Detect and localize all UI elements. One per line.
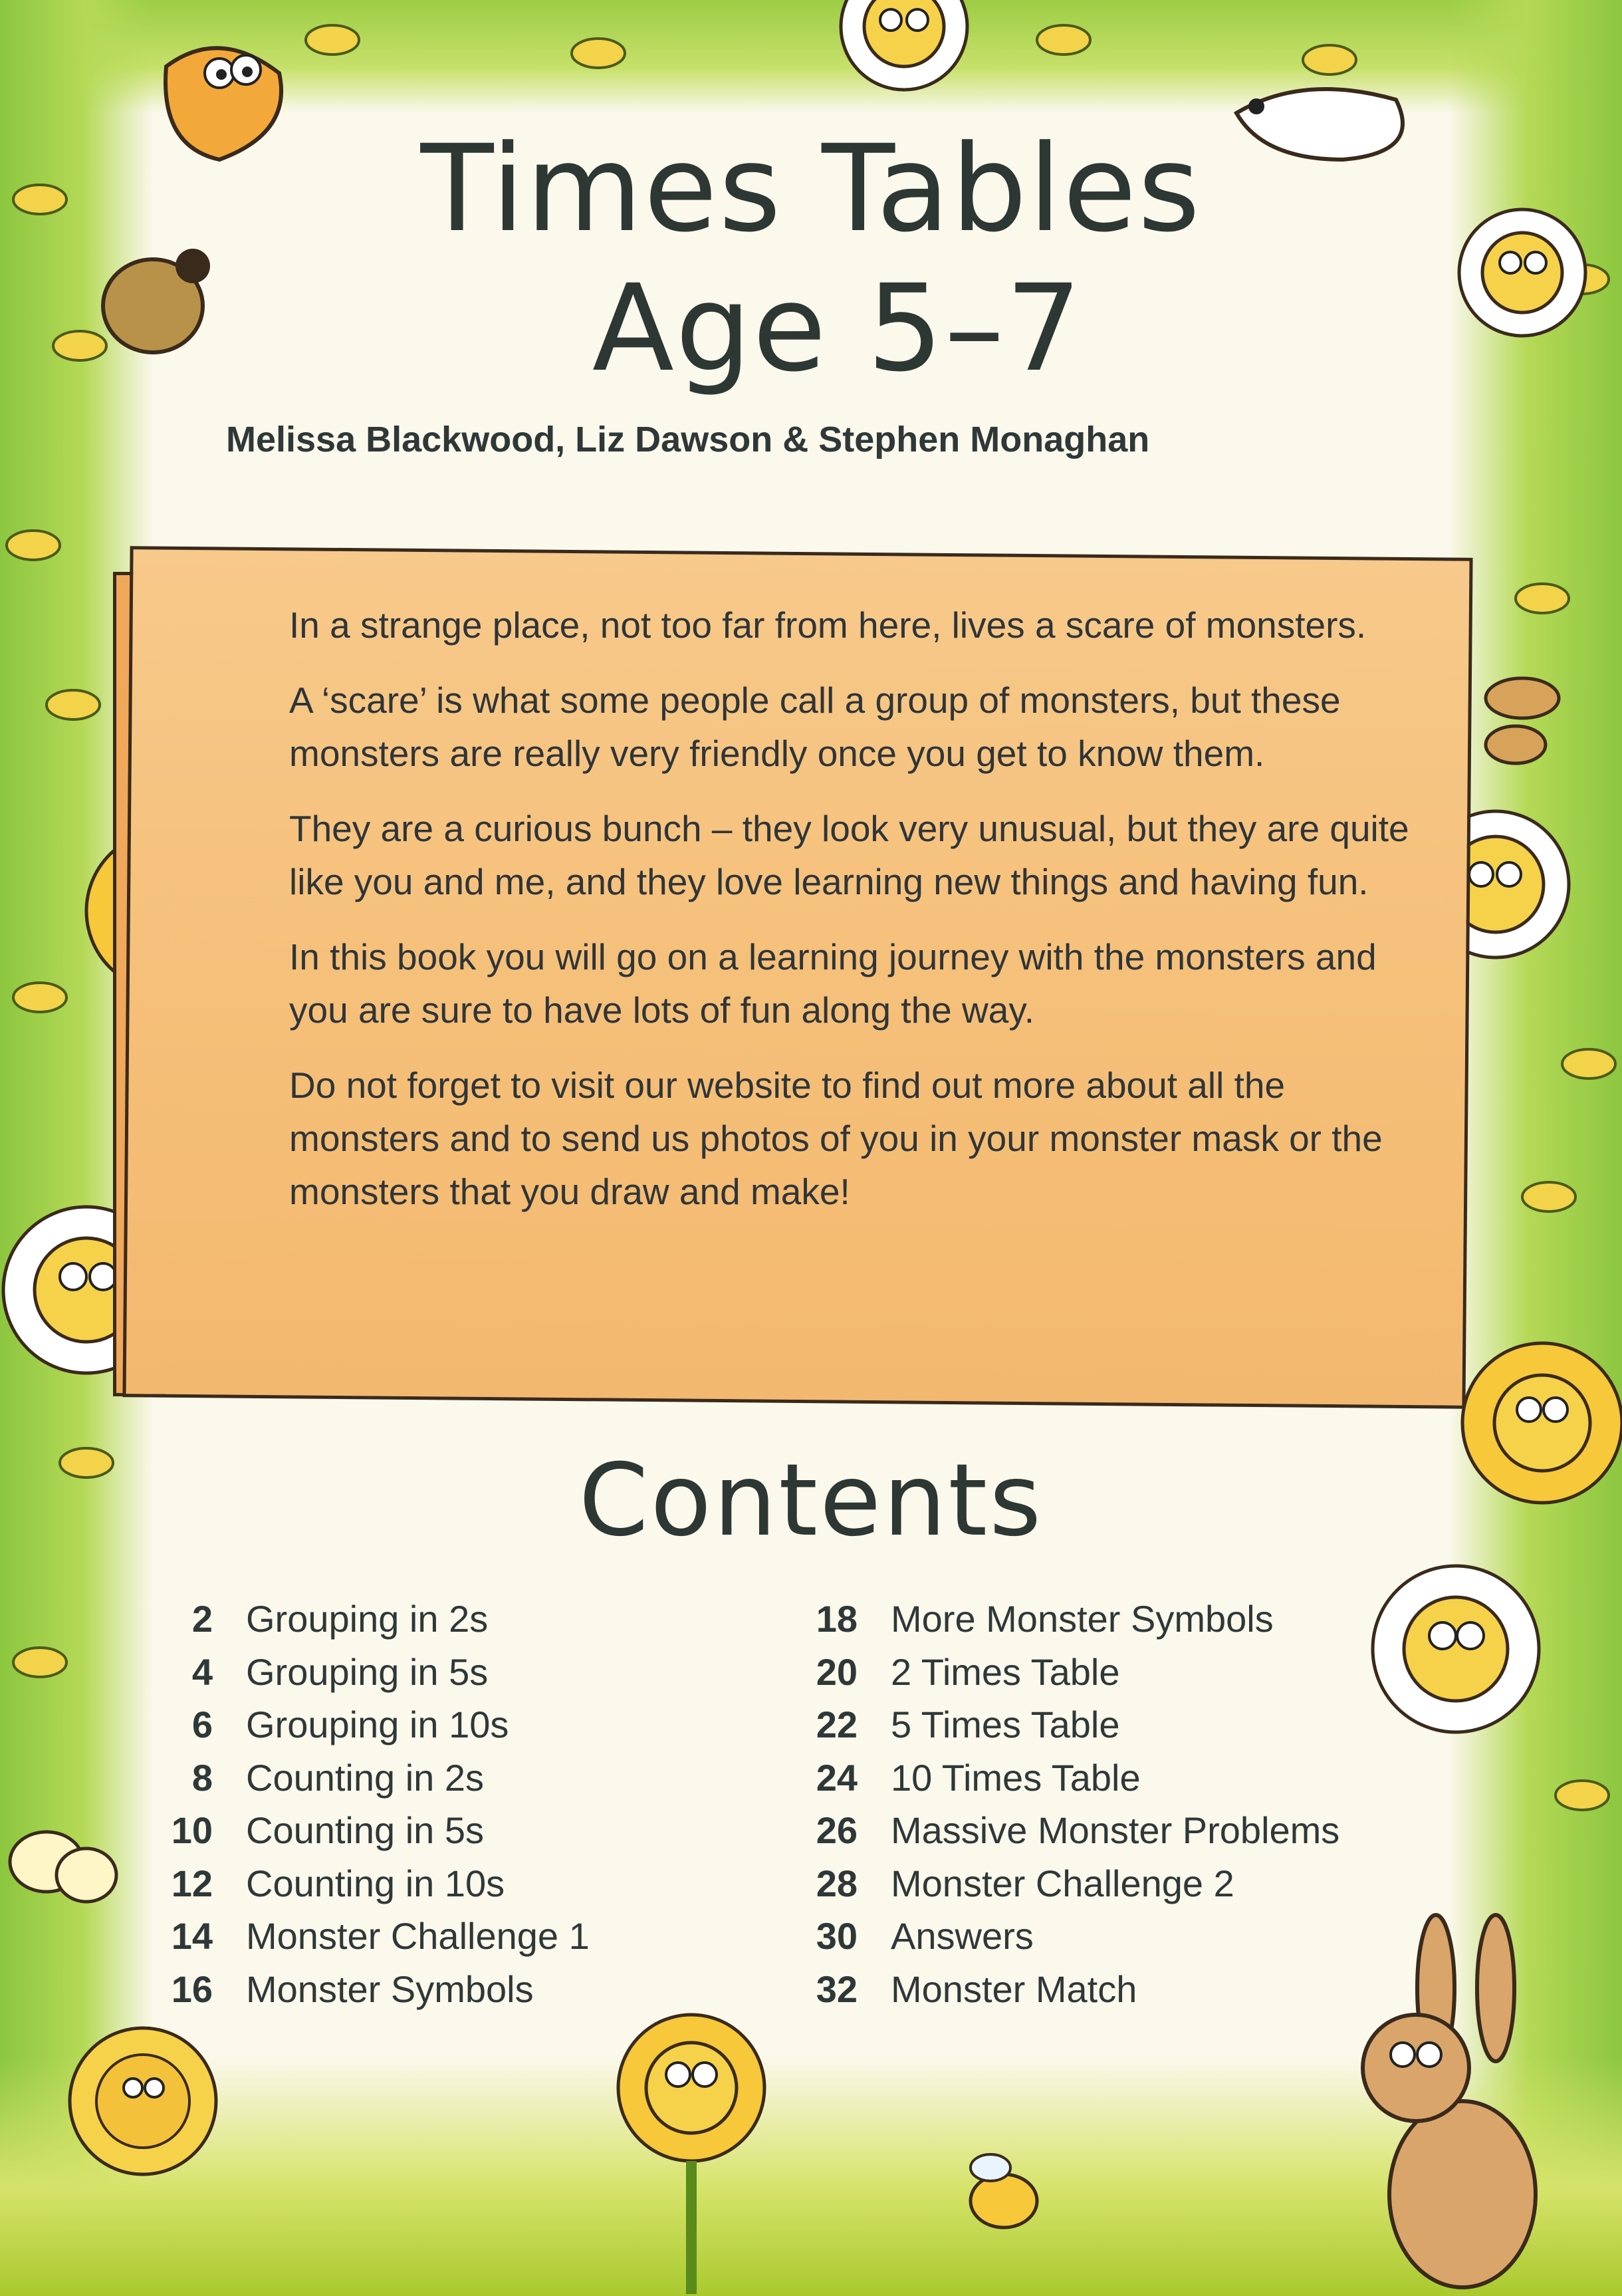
contents-label: Counting in 10s xyxy=(246,1862,505,1904)
book-age-range: Age 5–7 xyxy=(592,259,1084,398)
contents-list-left xyxy=(140,1593,590,2015)
contents-item xyxy=(784,1593,1339,1646)
contents-label: 2 Times Table xyxy=(891,1650,1120,1693)
contents-item xyxy=(140,1751,590,1805)
intro-paragraph: In a strange place, not too far from here, lives a scare of monsters. xyxy=(289,604,1367,646)
page-number: 10 xyxy=(171,1809,213,1852)
page-number: 8 xyxy=(191,1756,213,1799)
contents-label: Monster Symbols xyxy=(246,1968,534,2010)
contents-item xyxy=(784,1646,1339,1699)
contents-item xyxy=(784,1751,1339,1805)
rose-monster-icon xyxy=(70,2028,216,2174)
page-number: 4 xyxy=(191,1650,213,1693)
intro-paragraph: A ‘scare’ is what some people call a group of monsters, but these monsters are really very friendly once you get to know them. xyxy=(289,680,1341,774)
contents-label: Monster Match xyxy=(891,1968,1137,2010)
contents-label: Counting in 5s xyxy=(246,1809,485,1852)
contents-item xyxy=(784,1804,1339,1857)
intro-paragraph: They are a curious bunch – they look very unusual, but they are quite like you and me, and they love learning new things and having fun. xyxy=(289,808,1409,902)
contents-item xyxy=(784,1857,1339,1910)
contents-item xyxy=(784,1963,1339,2016)
contents-label: Grouping in 10s xyxy=(246,1704,509,1746)
contents-item xyxy=(140,1910,590,1963)
page-number: 32 xyxy=(816,1968,858,2010)
contents-list-right xyxy=(784,1593,1339,2015)
contents-item xyxy=(140,1698,590,1751)
contents-label: Massive Monster Problems xyxy=(891,1809,1340,1852)
page-number: 20 xyxy=(816,1650,858,1693)
contents-item xyxy=(784,1910,1339,1963)
contents-label: Grouping in 2s xyxy=(246,1598,489,1640)
contents-item xyxy=(140,1804,590,1857)
page-number: 24 xyxy=(816,1756,858,1799)
page-number: 22 xyxy=(816,1704,858,1746)
contents-label: Monster Challenge 1 xyxy=(246,1915,590,1958)
contents-item xyxy=(140,1593,590,1646)
intro-paragraph: In this book you will go on a learning journey with the monsters and you are sure to have lots of fun along the way. xyxy=(289,936,1377,1031)
contents-label: Counting in 2s xyxy=(246,1756,485,1799)
contents-label: Answers xyxy=(891,1915,1034,1958)
contents-heading: Contents xyxy=(578,1443,1044,1559)
intro-text xyxy=(289,598,1413,1240)
page-number: 28 xyxy=(816,1862,858,1904)
page-number: 12 xyxy=(171,1862,213,1904)
contents-item xyxy=(140,1646,590,1699)
contents-label: Grouping in 5s xyxy=(246,1650,489,1693)
page-number: 2 xyxy=(191,1598,213,1640)
contents-item xyxy=(140,1963,590,2016)
contents-label: More Monster Symbols xyxy=(891,1598,1274,1640)
book-title: Times Tables xyxy=(420,120,1202,259)
page-number: 16 xyxy=(171,1968,213,2010)
rabbit-icon xyxy=(1363,1915,1536,2287)
flower-monster-top-icon xyxy=(841,0,967,90)
page-number: 14 xyxy=(171,1915,213,1958)
page-number: 26 xyxy=(816,1809,858,1852)
intro-paragraph: Do not forget to visit our website to find out more about all the monsters and to send us photos of you in your monster mask or the monsters that you draw and make! xyxy=(289,1065,1383,1212)
contents-label: Monster Challenge 2 xyxy=(891,1862,1234,1904)
page-number: 30 xyxy=(816,1915,858,1958)
contents-label: 5 Times Table xyxy=(891,1704,1120,1746)
contents-item xyxy=(784,1698,1339,1751)
contents-item xyxy=(140,1857,590,1910)
page-number: 18 xyxy=(816,1598,858,1640)
authors: Melissa Blackwood, Liz Dawson & Stephen Monaghan xyxy=(226,420,1150,459)
bee-icon xyxy=(971,2154,1037,2228)
daisy-monster-right-icon xyxy=(1373,1566,1539,1732)
butterfly-left-icon xyxy=(10,1832,116,1902)
contents-label: 10 Times Table xyxy=(891,1756,1141,1799)
page-number: 6 xyxy=(191,1704,213,1746)
butterfly-icon xyxy=(1486,678,1559,763)
sunflower-monster-bottom-icon xyxy=(618,2015,764,2294)
